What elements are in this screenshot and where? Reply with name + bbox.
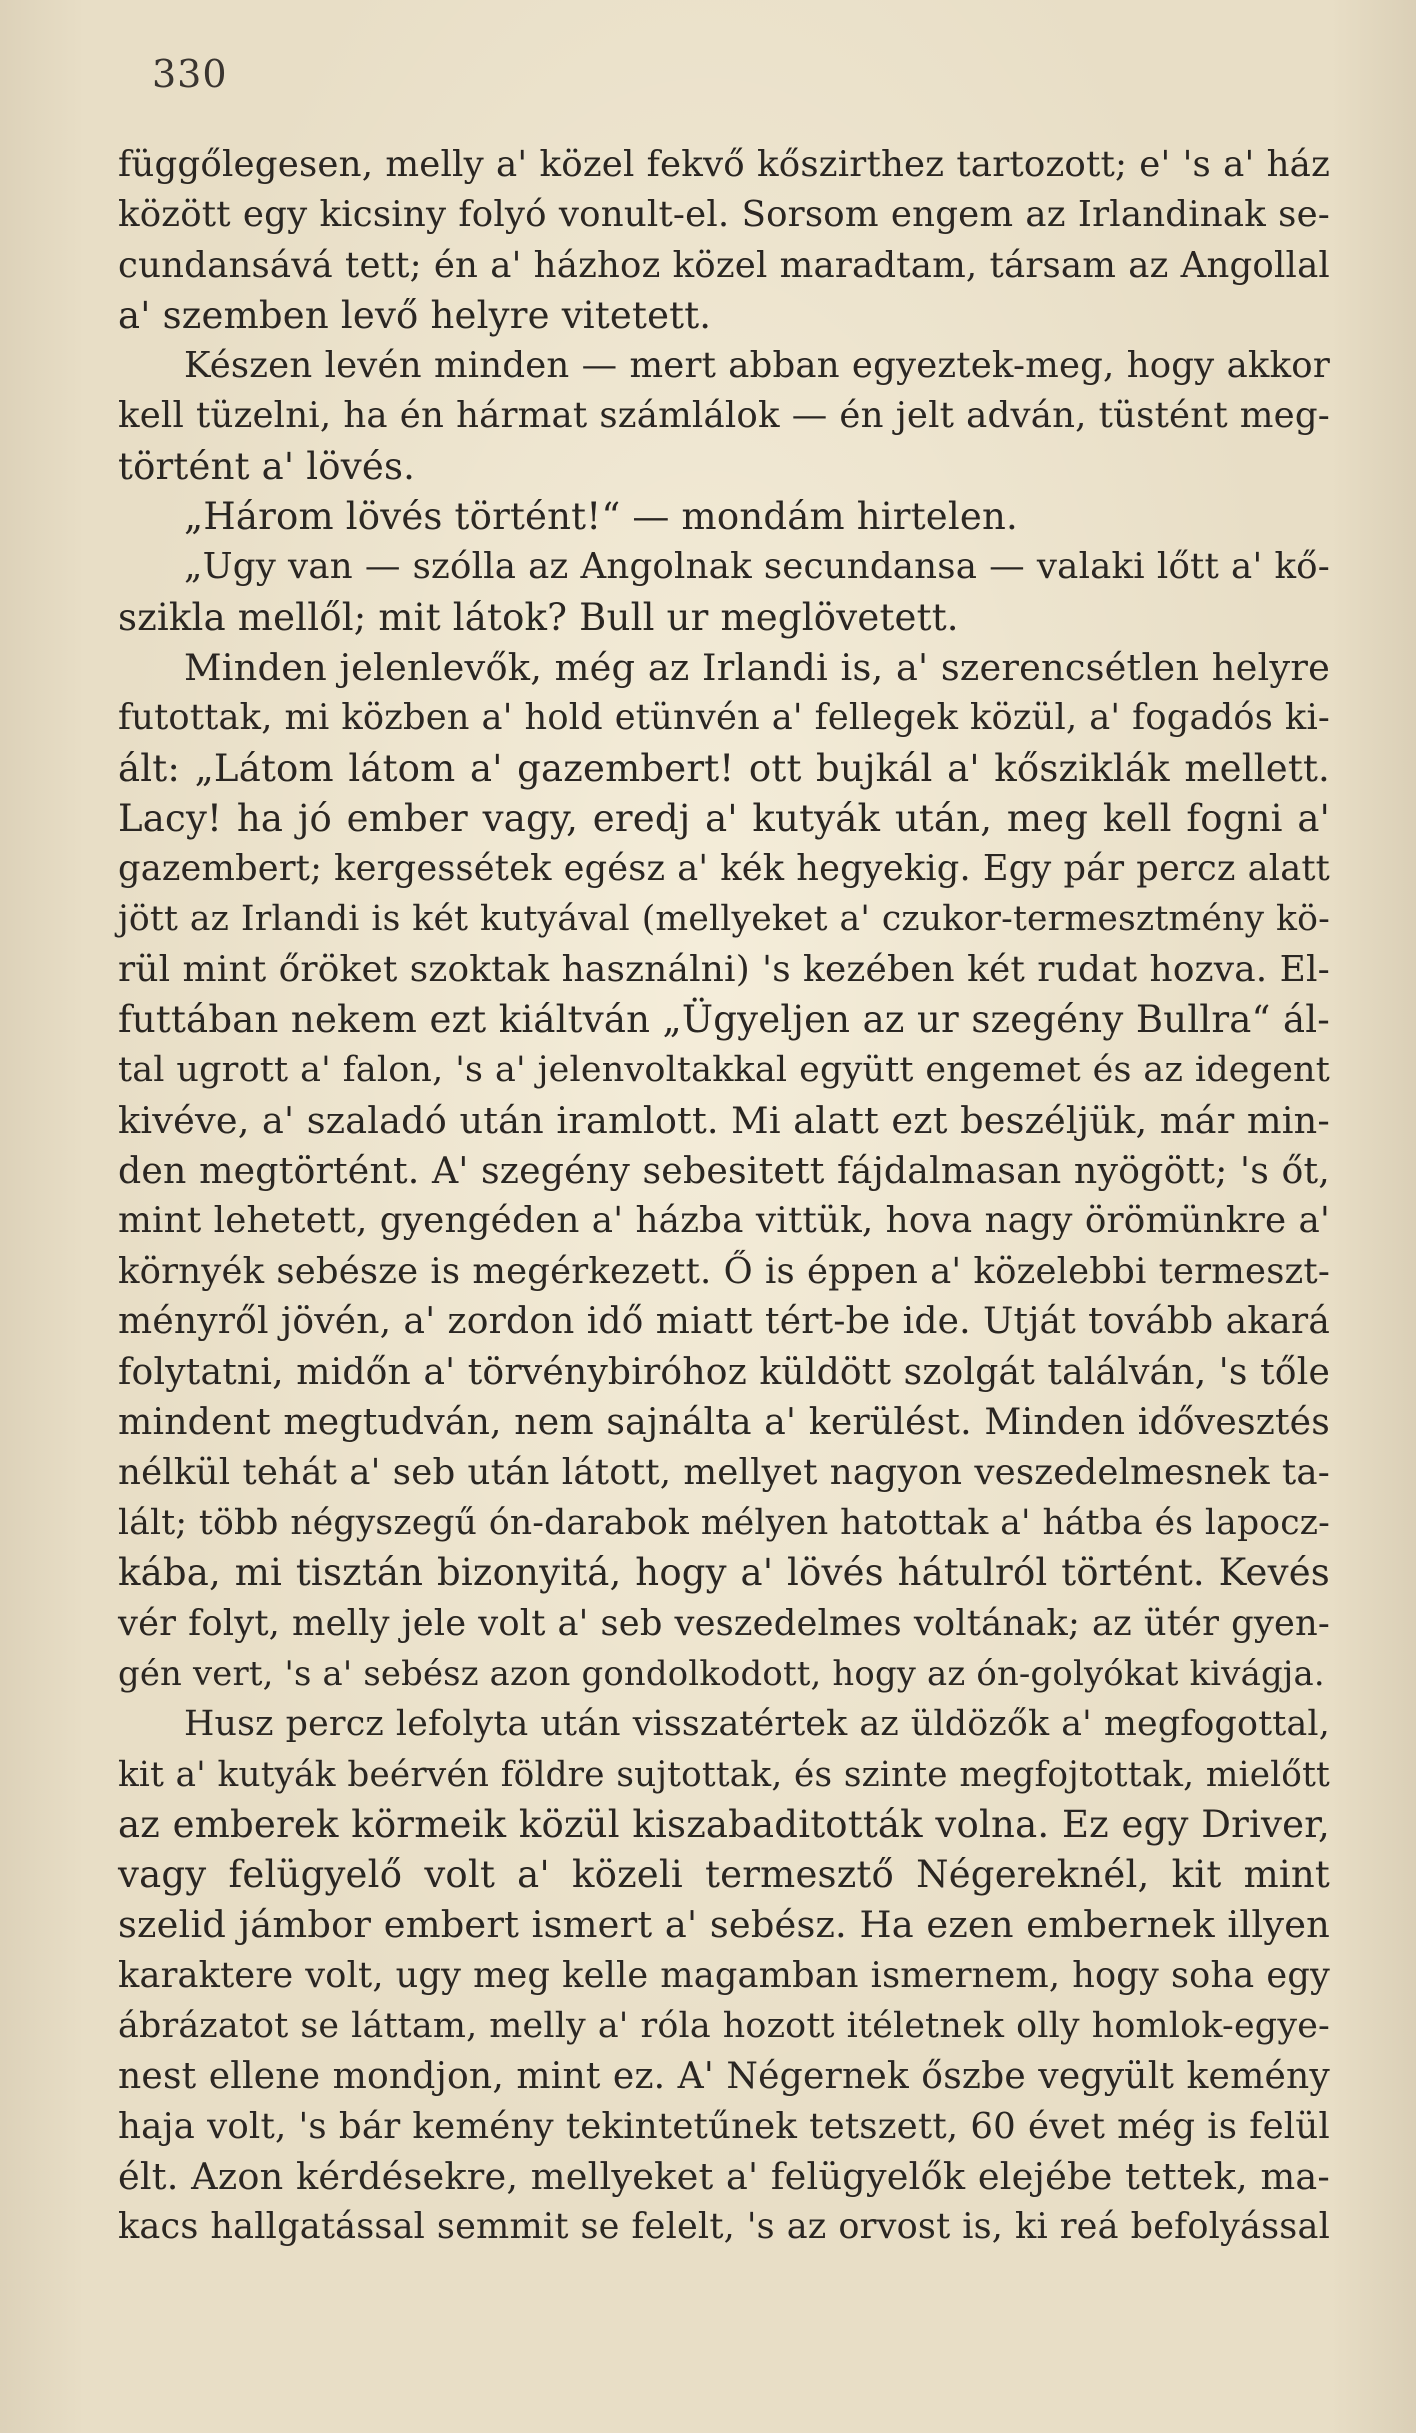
text-line: nélkül tehát a' seb után látott, mellyet nagyon veszedelmesnek ta- <box>118 1451 1330 1493</box>
page-number: 330 <box>152 52 228 96</box>
text-line: az emberek körmeik közül kiszabaditották volna. Ez egy Driver, <box>118 1802 1330 1846</box>
text-line: szikla mellől; mit látok? Bull ur meglövetett. <box>118 595 959 639</box>
text-line: nest ellene mondjon, mint ez. A' Négernek őszbe vegyült kemény <box>118 2055 1330 2098</box>
text-line: élt. Azon kérdésekre, mellyeket a' felügyelők elejébe tettek, ma- <box>118 2154 1330 2198</box>
text-line: kit a' kutyák beérvén földre sujtottak, és szinte megfojtottak, mielőtt <box>118 1754 1330 1795</box>
text-line: ábrázatot se láttam, melly a' róla hozott itéletnek olly homlok-egye- <box>118 2005 1330 2046</box>
text-line: lált; több négyszegű ón-darabok mélyen hatottak a' hátba és lapocz- <box>118 1503 1330 1544</box>
text-line: jött az Irlandi is két kutyával (mellyeket a' czukor-termesztmény kö- <box>118 899 1330 940</box>
text-line: futottak, mi közben a' hold etünvén a' fellegek közül, a' fogadós ki- <box>118 697 1330 739</box>
text-line: Minden jelenlevők, még az Irlandi is, a' szerencsétlen helyre <box>184 645 1330 689</box>
text-line: folytatni, midőn a' törvénybiróhoz küldött szolgát találván, 's tőle <box>118 1351 1330 1394</box>
text-line: történt a' lövés. <box>118 444 416 488</box>
text-line: cundansává tett; én a' házhoz közel maradtam, társam az Angollal <box>118 244 1330 286</box>
text-line: kivéve, a' szaladó után iramlott. Mi alatt ezt beszéljük, már min- <box>118 1098 1330 1142</box>
text-line: gazembert; kergessétek egész a' kék hegyekig. Egy pár percz alatt <box>118 848 1330 890</box>
text-line: karaktere volt, ugy meg kelle magamban ismernem, hogy soha egy <box>118 1954 1330 1996</box>
text-line: a' szemben levő helyre vitetett. <box>118 293 712 337</box>
text-line: környék sebésze is megérkezett. Ő is éppen a' közelebbi termeszt- <box>118 1250 1330 1292</box>
text-line: Készen levén minden — mert abban egyeztek-meg, hogy akkor <box>184 345 1330 387</box>
text-line: „Három lövés történt!“ — mondám hirtelen. <box>184 495 1018 539</box>
text-line: függőlegesen, melly a' közel fekvő kőszirthez tartozott; e' 's a' ház <box>118 144 1330 185</box>
text-line: ált: „Látom látom a' gazembert! ott bujkál a' kősziklák mellett. <box>118 746 1330 790</box>
text-line: tal ugrott a' falon, 's a' jelenvoltakkal együtt engemet és az idegent <box>118 1050 1330 1091</box>
text-line: között egy kicsiny folyó vonult-el. Sorsom engem az Irlandinak se- <box>118 194 1330 236</box>
text-line: szelid jámbor embert ismert a' sebész. Ha ezen embernek illyen <box>118 1903 1330 1947</box>
text-line: rül mint őröket szoktak használni) 's kezében két rudat hozva. El- <box>118 948 1330 990</box>
text-line: vagy felügyelő volt a' közeli termesztő Négereknél, kit mint <box>118 1853 1330 1897</box>
body-text <box>118 140 1330 2252</box>
text-line: mindent megtudván, nem sajnálta a' kerülést. Minden idővesztés <box>118 1400 1330 1444</box>
text-line: den megtörtént. A' szegény sebesitett fájdalmasan nyögött; 's őt, <box>118 1148 1330 1192</box>
text-line: „Ugy van — szólla az Angolnak secundansa — valaki lőtt a' kő- <box>184 546 1330 588</box>
text-line: kacs hallgatással semmit se felelt, 's az orvost is, ki reá befolyással <box>118 2206 1330 2248</box>
text-line: haja volt, 's bár kemény tekintetűnek tetszett, 60 évet még is felül <box>118 2105 1330 2147</box>
text-line: kába, mi tisztán bizonyitá, hogy a' lövés hátulról történt. Kevés <box>118 1551 1330 1595</box>
text-line: gén vert, 's a' sebész azon gondolkodott, hogy az ón-golyókat kivágja. <box>118 1653 1325 1693</box>
text-line: Lacy! ha jó ember vagy, eredj a' kutyák után, meg kell fogni a' <box>118 796 1330 840</box>
text-line: futtában nekem ezt kiáltván „Ügyeljen az ur szegény Bullra“ ál- <box>118 998 1330 1042</box>
text-line: Husz percz lefolyta után visszatértek az üldözők a' megfogottal, <box>184 1704 1330 1745</box>
text-line: ményről jövén, a' zordon idő miatt tért-be ide. Utját tovább akará <box>118 1300 1330 1342</box>
text-line: kell tüzelni, ha én hármat számlálok — én jelt adván, tüstént meg- <box>118 395 1330 437</box>
text-line: vér folyt, melly jele volt a' seb veszedelmes voltának; az ütér gyen- <box>118 1602 1330 1644</box>
text-line: mint lehetett, gyengéden a' házba vittük, hova nagy örömünkre a' <box>118 1200 1330 1242</box>
